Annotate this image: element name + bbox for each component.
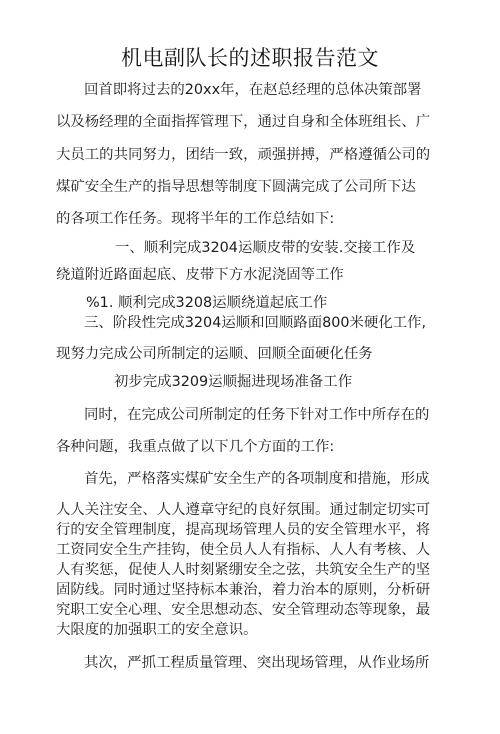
paragraph-line: %1. 顺利完成3208运顺绕道起底工作: [86, 295, 328, 311]
paragraph-line: 绕道附近路面起底、皮带下方水泥浇固等工作: [56, 267, 344, 283]
document-title: 机电副队长的述职报告范文: [121, 46, 379, 70]
paragraph-line: 的各项工作任务。现将半年的工作总结如下:: [56, 211, 335, 227]
paragraph-line: 究职工安全心理、安全思想动态、安全管理动态等现象，最: [56, 602, 431, 618]
paragraph-line: 人人关注安全、人人遵章守纪的良好氛围。通过制定切实可: [56, 502, 431, 518]
paragraph-line: 一、顺利完成3204运顺皮带的安装.交接工作及: [115, 240, 416, 256]
paragraph-line: 固防线。同时通过坚持标本兼治，着力治本的原则，分析研: [56, 582, 431, 598]
paragraph-line: 各种问题，我重点做了以下几个方面的工作:: [56, 439, 335, 455]
paragraph-line: 首先，严格落实煤矿安全生产的各项制度和措施，形成: [84, 471, 430, 487]
paragraph-line: 同时，在完成公司所制定的任务下针对工作中所存在的: [84, 407, 430, 423]
paragraph-line: 以及杨经理的全面指挥管理下，通过自身和全体班组长、广: [56, 114, 431, 130]
paragraph-line: 初步完成3209运顺掘进现场准备工作: [114, 374, 353, 390]
paragraph-line: 人有奖惩，促使人人时刻紧绷安全之弦，共筑安全生产的坚: [56, 562, 431, 578]
paragraph-line: 行的安全管理制度，提高现场管理人员的安全管理水平，将: [56, 522, 431, 538]
paragraph-line: 三、阶段性完成3204运顺和回顺路面800米硬化工作,: [84, 315, 427, 331]
paragraph-line: 煤矿安全生产的指导思想等制度下圆满完成了公司所下达: [56, 179, 416, 195]
paragraph-line: 现努力完成公司所制定的运顺、回顺全面硬化任务: [56, 346, 373, 362]
paragraph-line: 大员工的共同努力，团结一致，顽强拼搏，严格遵循公司的: [56, 147, 431, 163]
paragraph-line: 其次，严抓工程质量管理、突出现场管理，从作业场所: [84, 655, 430, 671]
paragraph-line: 回首即将过去的20xx年，在赵总经理的总体决策部署: [84, 82, 422, 98]
paragraph-line: 工资同安全生产挂钩，使全员人人有指标、人人有考核、人: [56, 542, 431, 558]
paragraph-line: 大限度的加强职工的安全意识。: [56, 622, 258, 638]
